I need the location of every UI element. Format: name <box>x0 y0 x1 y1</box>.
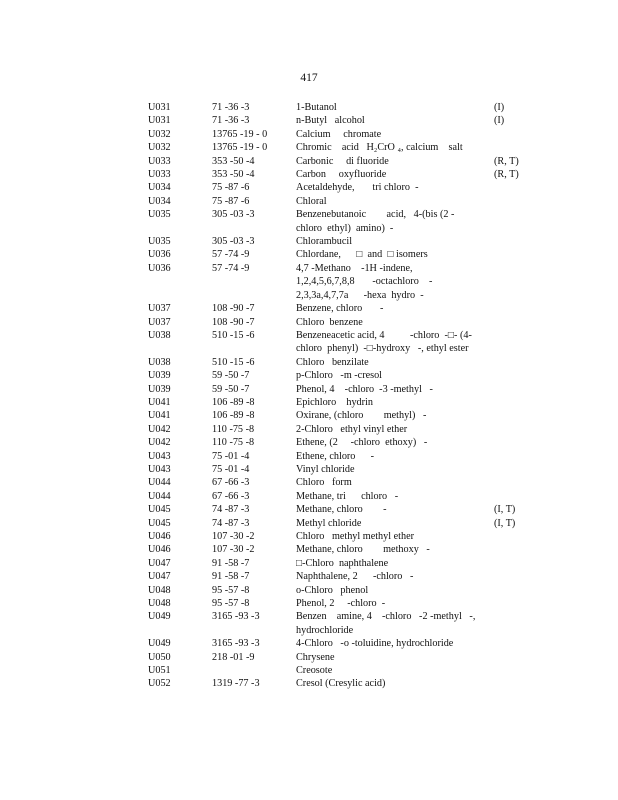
substance-name-line: Oxirane, (chloro methyl) - <box>296 410 427 422</box>
table-row <box>148 570 528 583</box>
waste-code: U052 <box>148 678 171 690</box>
waste-code: U041 <box>148 396 171 408</box>
cas-number: 107 -30 -2 <box>212 531 255 542</box>
cas-number: 91 -58 -7 <box>212 571 250 583</box>
table-row <box>148 101 528 114</box>
hazard-code <box>494 490 528 503</box>
substance-name-line: p-Chloro -m -cresol <box>296 370 383 382</box>
substance-name-line: Chloral <box>296 195 327 207</box>
substance-name-line: 1-Butanol <box>296 102 337 113</box>
substance-name-line: Methane, chloro methoxy - <box>296 544 430 556</box>
substance-name <box>296 248 494 261</box>
page-number: 417 <box>300 72 318 84</box>
cas-number: 67 -66 -3 <box>212 490 250 502</box>
substance-name-line: Benzeneacetic acid, 4 -chloro -□- (4- <box>296 329 472 341</box>
substance-name-line: Chrysene <box>296 651 335 663</box>
substance-name-line: Acetaldehyde, tri chloro - <box>296 182 419 194</box>
hazard-code <box>494 181 528 194</box>
table-row <box>148 450 528 463</box>
cas-number: 71 -36 -3 <box>212 102 250 113</box>
substance-name <box>296 235 494 248</box>
substance-name-line: Chlordane, □ and □ isomers <box>296 249 428 261</box>
cas-number: 218 -01 -9 <box>212 651 255 663</box>
cas-number: 107 -30 -2 <box>212 544 255 556</box>
waste-code: U042 <box>148 437 171 449</box>
substance-name-line: Phenol, 2 -chloro - <box>296 598 386 610</box>
substance-name-line: Calcium chromate <box>296 128 382 140</box>
table-row <box>148 463 528 476</box>
table-row <box>148 409 528 422</box>
cas-number: 108 -90 -7 <box>212 303 255 315</box>
cas-number: 57 -74 -9 <box>212 249 250 261</box>
cas-number <box>212 664 296 677</box>
cas-number: 13765 -19 - 0 <box>212 128 268 140</box>
waste-code: U049 <box>148 611 171 623</box>
substance-name <box>296 677 494 690</box>
substance-name <box>296 409 494 422</box>
waste-code: U032 <box>148 142 171 154</box>
substance-name <box>296 463 494 476</box>
waste-code: U046 <box>148 544 171 556</box>
substance-name-line: Benzenebutanoic acid, 4-(bis (2 - <box>296 209 455 221</box>
table-row <box>148 396 528 409</box>
hazard-code <box>494 356 528 369</box>
cas-number: 3165 -93 -3 <box>212 611 260 623</box>
waste-code: U037 <box>148 303 171 315</box>
substance-name <box>296 503 494 516</box>
substance-name-line: Methane, tri chloro - <box>296 490 399 502</box>
substance-name-line: 1,2,4,5,6,7,8,8 -octachloro - <box>296 276 433 288</box>
cas-number: 13765 -19 - 0 <box>212 142 268 154</box>
substance-name <box>296 476 494 489</box>
table-row <box>148 543 528 556</box>
hazard-code <box>494 463 528 476</box>
substance-name-line: o-Chloro phenol <box>296 584 369 596</box>
substance-name <box>296 637 494 650</box>
cas-number: 108 -90 -7 <box>212 316 255 328</box>
table-row <box>148 677 528 690</box>
waste-code: U045 <box>148 517 171 529</box>
cas-number: 110 -75 -8 <box>212 423 255 435</box>
hazard-code: (R, T) <box>494 169 519 181</box>
waste-code: U031 <box>148 115 171 127</box>
waste-code: U050 <box>148 651 171 663</box>
hazard-code <box>494 597 528 610</box>
substance-name <box>296 396 494 409</box>
table-row <box>148 557 528 570</box>
hazard-code <box>494 436 528 449</box>
hazard-code <box>494 476 528 489</box>
substance-name <box>296 557 494 570</box>
substance-name <box>296 155 494 168</box>
hazard-code <box>494 128 528 141</box>
table-row <box>148 517 528 530</box>
cas-number: 110 -75 -8 <box>212 437 255 449</box>
substance-name <box>296 450 494 463</box>
substance-name-line: 2-Chloro ethyl vinyl ether <box>296 423 408 435</box>
substance-name <box>296 356 494 369</box>
substance-name <box>296 114 494 127</box>
hazard-code <box>494 584 528 597</box>
substance-name-line: Ethene, chloro - <box>296 450 375 462</box>
cas-number: 75 -01 -4 <box>212 450 250 462</box>
table-row <box>148 651 528 664</box>
substance-name-line: Vinyl chloride <box>296 463 355 475</box>
waste-code: U034 <box>148 182 171 194</box>
hazard-code <box>494 651 528 664</box>
substance-name-line: Chlorambucil <box>296 236 353 248</box>
substance-name <box>296 302 494 315</box>
substance-name-line: 2,3,3a,4,7,7a -hexa hydro - <box>296 289 424 301</box>
hazard-code <box>494 450 528 463</box>
table-row <box>148 490 528 503</box>
hazard-code <box>494 369 528 382</box>
hazard-code <box>494 302 528 315</box>
cas-number: 510 -15 -6 <box>212 329 255 341</box>
substance-name <box>296 490 494 503</box>
cas-number: 59 -50 -7 <box>212 383 250 395</box>
hazard-code: (I, T) <box>494 517 516 529</box>
substance-name <box>296 168 494 181</box>
substance-name <box>296 181 494 194</box>
cas-number: 71 -36 -3 <box>212 115 250 127</box>
waste-code: U044 <box>148 477 171 489</box>
substance-name-line: Creosote <box>296 665 333 677</box>
substance-name <box>296 651 494 664</box>
substance-name <box>296 329 494 356</box>
waste-code-table <box>148 101 528 691</box>
cas-number: 95 -57 -8 <box>212 598 250 610</box>
hazard-code <box>494 141 528 154</box>
substance-name-line: hydrochloride <box>296 624 354 636</box>
cas-number: 74 -87 -3 <box>212 517 250 529</box>
waste-code: U046 <box>148 531 171 542</box>
substance-name-line: Chloro form <box>296 477 352 489</box>
hazard-code: (I, T) <box>494 504 516 516</box>
table-row <box>148 302 528 315</box>
table-row <box>148 262 528 302</box>
table-row <box>148 155 528 168</box>
table-row <box>148 584 528 597</box>
waste-code: U044 <box>148 490 171 502</box>
table-row <box>148 128 528 141</box>
hazard-code: (R, T) <box>494 155 519 167</box>
waste-code: U035 <box>148 209 171 221</box>
table-row <box>148 610 528 637</box>
hazard-code <box>494 235 528 248</box>
substance-name-line: n-Butyl alcohol <box>296 115 365 127</box>
hazard-code <box>494 262 528 302</box>
substance-name-line: Chloro methyl methyl ether <box>296 531 414 542</box>
substance-name-line: Phenol, 4 -chloro -3 -methyl - <box>296 383 433 395</box>
table-row <box>148 423 528 436</box>
substance-name-line: chloro phenyl) -□-hydroxy -, ethyl ester <box>296 343 469 355</box>
substance-name <box>296 423 494 436</box>
cas-number: 75 -87 -6 <box>212 182 250 194</box>
waste-code: U042 <box>148 423 171 435</box>
substance-name-line: chloro ethyl) amino) - <box>296 222 394 234</box>
substance-name <box>296 570 494 583</box>
hazard-code <box>494 677 528 690</box>
substance-name <box>296 597 494 610</box>
table-row <box>148 356 528 369</box>
table-row <box>148 141 528 154</box>
waste-code: U045 <box>148 504 171 516</box>
substance-name-line: Chromic acid H₂CrO ₄, calcium salt <box>296 142 463 154</box>
table-row <box>148 530 528 543</box>
hazard-code <box>494 396 528 409</box>
waste-code: U039 <box>148 370 171 382</box>
waste-code: U031 <box>148 102 171 113</box>
substance-name <box>296 383 494 396</box>
cas-number: 95 -57 -8 <box>212 584 250 596</box>
cas-number: 305 -03 -3 <box>212 209 255 221</box>
substance-name <box>296 141 494 154</box>
cas-number: 67 -66 -3 <box>212 477 250 489</box>
table-row <box>148 181 528 194</box>
substance-name-line: Benzen amine, 4 -chloro -2 -methyl -, <box>296 611 476 623</box>
cas-number: 75 -87 -6 <box>212 195 250 207</box>
cas-number: 75 -01 -4 <box>212 463 250 475</box>
hazard-code: (I) <box>494 102 505 113</box>
hazard-code <box>494 383 528 396</box>
substance-name <box>296 436 494 449</box>
substance-name <box>296 543 494 556</box>
hazard-code <box>494 248 528 261</box>
hazard-code <box>494 570 528 583</box>
table-row <box>148 369 528 382</box>
substance-name-line: Naphthalene, 2 -chloro - <box>296 571 414 583</box>
waste-code: U036 <box>148 262 171 274</box>
table-row <box>148 168 528 181</box>
table-row <box>148 383 528 396</box>
hazard-code <box>494 208 528 235</box>
substance-name-line: Ethene, (2 -chloro ethoxy) - <box>296 437 428 449</box>
substance-name <box>296 517 494 530</box>
hazard-code <box>494 423 528 436</box>
hazard-code <box>494 409 528 422</box>
table-row <box>148 329 528 356</box>
substance-name <box>296 262 494 302</box>
cas-number: 57 -74 -9 <box>212 262 250 274</box>
hazard-code <box>494 557 528 570</box>
substance-name-line: Methane, chloro - <box>296 504 387 516</box>
cas-number: 510 -15 -6 <box>212 356 255 368</box>
substance-name <box>296 664 494 677</box>
waste-code: U035 <box>148 236 171 248</box>
cas-number: 353 -50 -4 <box>212 155 255 167</box>
substance-name <box>296 530 494 543</box>
substance-name-line: Chloro benzilate <box>296 356 369 368</box>
waste-code: U037 <box>148 316 171 328</box>
table-row <box>148 195 528 208</box>
hazard-code: (I) <box>494 115 505 127</box>
substance-name-line: Carbon oxyfluoride <box>296 169 387 181</box>
substance-name-line: Epichloro hydrin <box>296 396 373 408</box>
hazard-code <box>494 637 528 650</box>
substance-name-line: Benzene, chloro - <box>296 303 384 315</box>
table-row <box>148 248 528 261</box>
cas-number: 106 -89 -8 <box>212 410 255 422</box>
waste-code: U033 <box>148 169 171 181</box>
table-row <box>148 503 528 516</box>
substance-name-line: 4-Chloro -o -toluidine, hydrochloride <box>296 638 454 650</box>
waste-code: U032 <box>148 128 171 140</box>
cas-number: 3165 -93 -3 <box>212 638 260 650</box>
table-row <box>148 235 528 248</box>
substance-name-line: Cresol (Cresylic acid) <box>296 678 386 690</box>
waste-code: U048 <box>148 598 171 610</box>
table-row <box>148 637 528 650</box>
waste-code: U039 <box>148 383 171 395</box>
substance-name <box>296 369 494 382</box>
substance-name <box>296 101 494 114</box>
table-row <box>148 476 528 489</box>
hazard-code <box>494 664 528 677</box>
table-row <box>148 597 528 610</box>
hazard-code <box>494 195 528 208</box>
hazard-code <box>494 530 528 543</box>
substance-name <box>296 208 494 235</box>
substance-name <box>296 128 494 141</box>
substance-name <box>296 610 494 637</box>
substance-name-line: Chloro benzene <box>296 316 363 328</box>
table-row <box>148 316 528 329</box>
waste-code: U051 <box>148 665 171 677</box>
waste-code: U043 <box>148 463 171 475</box>
waste-code: U034 <box>148 195 171 207</box>
cas-number: 353 -50 -4 <box>212 169 255 181</box>
substance-name-line: Methyl chloride <box>296 517 362 529</box>
hazard-code <box>494 543 528 556</box>
cas-number: 305 -03 -3 <box>212 236 255 248</box>
waste-code: U038 <box>148 329 171 341</box>
table-row <box>148 208 528 235</box>
waste-code: U038 <box>148 356 171 368</box>
waste-code: U043 <box>148 450 171 462</box>
substance-name <box>296 316 494 329</box>
substance-name <box>296 584 494 597</box>
waste-code: U036 <box>148 249 171 261</box>
cas-number: 106 -89 -8 <box>212 396 255 408</box>
cas-number: 59 -50 -7 <box>212 370 250 382</box>
cas-number: 91 -58 -7 <box>212 557 250 569</box>
table-row <box>148 114 528 127</box>
waste-code: U041 <box>148 410 171 422</box>
waste-code: U049 <box>148 638 171 650</box>
table-row <box>148 436 528 449</box>
waste-code: U033 <box>148 155 171 167</box>
substance-name-line: 4,7 -Methano -1H -indene, <box>296 262 413 274</box>
substance-name-line: Carbonic di fluoride <box>296 155 389 167</box>
hazard-code <box>494 610 528 637</box>
hazard-code <box>494 329 528 356</box>
substance-name <box>296 195 494 208</box>
table-row <box>148 664 528 677</box>
waste-code: U048 <box>148 584 171 596</box>
waste-code: U047 <box>148 571 171 583</box>
cas-number: 1319 -77 -3 <box>212 678 260 690</box>
waste-code: U047 <box>148 557 171 569</box>
hazard-code <box>494 316 528 329</box>
cas-number: 74 -87 -3 <box>212 504 250 516</box>
substance-name-line: □-Chloro naphthalene <box>296 557 389 569</box>
